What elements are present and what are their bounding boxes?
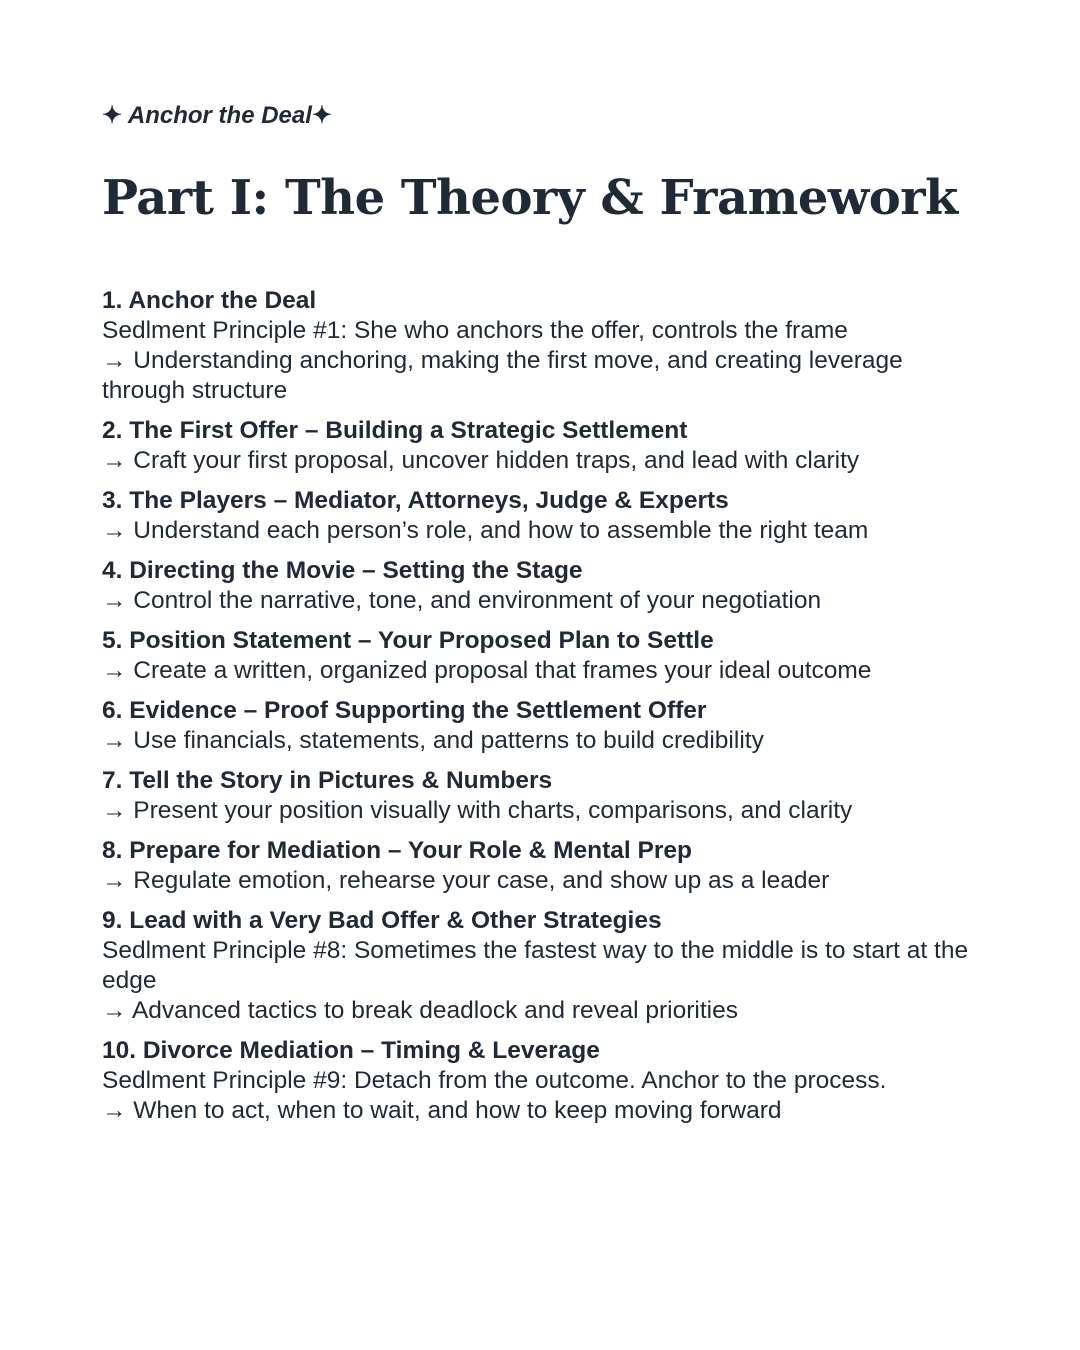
toc-item-line: → Advanced tactics to break deadlock and reveal priorities [102, 997, 738, 1024]
toc-item-line: → Control the narrative, tone, and environment of your negotiation [102, 587, 822, 614]
toc-item-title: 1. Anchor the Deal [102, 287, 317, 314]
toc-item-title: 3. The Players – Mediator, Attorneys, Judge & Experts [102, 487, 729, 514]
toc-item [102, 626, 972, 686]
toc-item-title: 8. Prepare for Mediation – Your Role & Mental Prep [102, 837, 692, 864]
toc-item-line: → Craft your first proposal, uncover hidden traps, and lead with clarity [102, 447, 860, 474]
toc-item [102, 906, 972, 1026]
toc-item-line: Sedlment Principle #1: She who anchors the offer, controls the frame [102, 317, 848, 344]
toc-item-line: → Present your position visually with charts, comparisons, and clarity [102, 797, 853, 824]
toc-item-line: → Understand each person’s role, and how to assemble the right team [102, 517, 869, 544]
toc-item-line: → Regulate emotion, rehearse your case, and show up as a leader [102, 867, 830, 894]
toc-item-line: Sedlment Principle #8: Sometimes the fastest way to the middle is to start at the edge [102, 937, 969, 994]
toc-item-line: → Understanding anchoring, making the first move, and creating leverage through structure [102, 347, 903, 404]
toc-item [102, 836, 972, 896]
page-title: Part I: The Theory & Framework [102, 170, 958, 226]
toc-item-title: 7. Tell the Story in Pictures & Numbers [102, 767, 553, 794]
toc-item-title: 2. The First Offer – Building a Strategic Settlement [102, 417, 688, 444]
toc-item [102, 696, 972, 756]
toc-item-title: 6. Evidence – Proof Supporting the Settlement Offer [102, 697, 707, 724]
toc-item-title: 10. Divorce Mediation – Timing & Leverage [102, 1037, 600, 1064]
toc-item-title: 5. Position Statement – Your Proposed Plan to Settle [102, 627, 714, 654]
toc-item-line: Sedlment Principle #9: Detach from the outcome. Anchor to the process. [102, 1067, 887, 1094]
toc-item [102, 286, 972, 406]
toc-item [102, 766, 972, 826]
toc-item [102, 556, 972, 616]
sparkle-icon: ✦ [102, 102, 123, 129]
section-eyebrow [102, 100, 332, 132]
toc-item [102, 486, 972, 546]
sparkle-icon: ✦ [311, 102, 333, 129]
toc-item-title: 4. Directing the Movie – Setting the Stage [102, 557, 583, 584]
toc-item-line: → When to act, when to wait, and how to keep moving forward [102, 1097, 782, 1124]
toc-item-title: 9. Lead with a Very Bad Offer & Other Strategies [102, 907, 662, 934]
table-of-contents [102, 286, 972, 1136]
toc-item [102, 416, 972, 476]
toc-item-line: → Use financials, statements, and patterns to build credibility [102, 727, 764, 754]
toc-item [102, 1036, 972, 1126]
eyebrow-text: Anchor the Deal [127, 102, 312, 129]
toc-item-line: → Create a written, organized proposal that frames your ideal outcome [102, 657, 872, 684]
